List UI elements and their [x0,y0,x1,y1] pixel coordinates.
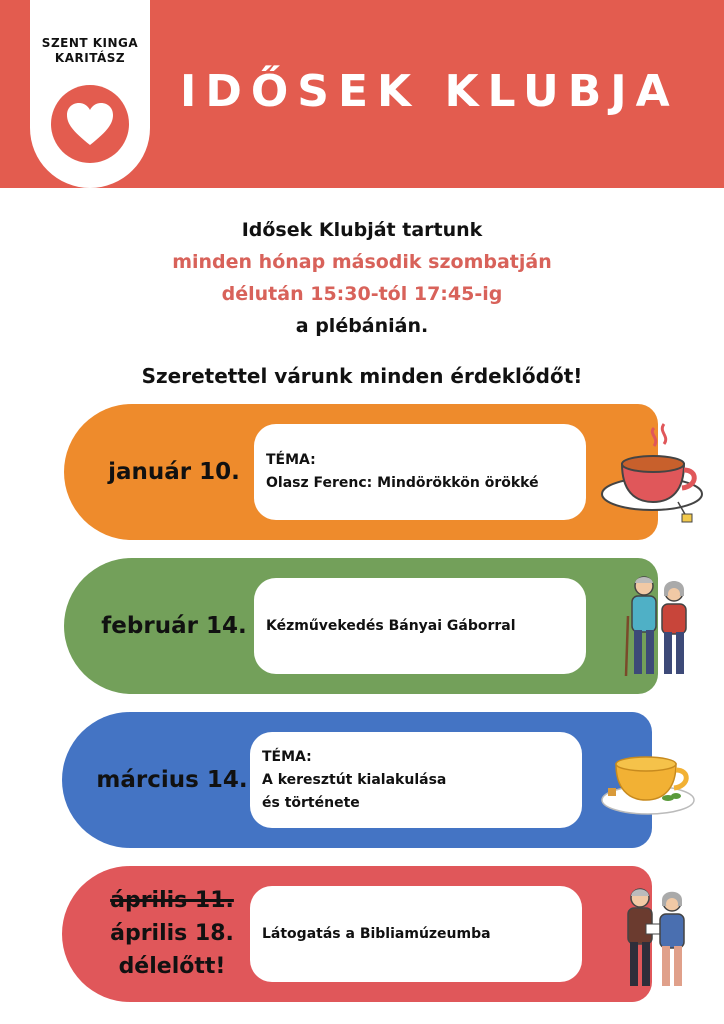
tea-cup-icon [588,420,704,524]
badge-line1: SZENT KINGA [41,36,139,50]
intro-line4: a plébánián. [295,315,429,337]
topic-label: TÉMA: [266,452,316,468]
event-topic-line1: A keresztút kialakulása [262,771,447,788]
tea-cup-icon [598,742,698,822]
elderly-couple-icon [612,884,700,996]
event-march [62,712,652,848]
event-topic: Kézművekedés Bányai Gáborral [266,617,516,634]
event-date: január 10. [108,459,240,485]
event-topic: Olasz Ferenc: Mindörökkön örökké [266,475,539,491]
badge-text [30,36,150,66]
page-title: IDŐSEK KLUBJA [180,66,679,117]
event-card [250,886,582,982]
event-topic: Látogatás a Bibliamúzeumba [262,925,491,942]
karitasz-badge [30,0,150,188]
header-banner [0,0,724,188]
event-date: február 14. [101,613,247,639]
event-card [254,578,586,674]
event-january [64,404,658,540]
intro-line2: minden hónap második szombatján [172,251,552,273]
event-february [64,558,658,694]
heart-icon [65,101,115,147]
event-date: március 14. [96,767,248,793]
event-date-new: április 18. [110,921,234,946]
intro-line3: délután 15:30-tól 17:45-ig [221,283,503,305]
event-date-cancelled: április 11. [110,888,234,913]
intro-text [0,214,724,342]
event-april [62,866,652,1002]
badge-line2: KARITÁSZ [54,51,126,65]
welcome-text: Szeretettel várunk minden érdeklődőt! [141,364,583,388]
heart-circle [51,85,129,163]
topic-label: TÉMA: [262,748,312,765]
event-date-note: délelőtt! [118,954,226,979]
intro-line1: Idősek Klubját tartunk [241,219,483,241]
event-date [92,884,252,983]
event-card [254,424,586,520]
elderly-couple-icon [612,572,702,684]
event-card [250,732,582,828]
event-topic-line2: és története [262,794,360,811]
